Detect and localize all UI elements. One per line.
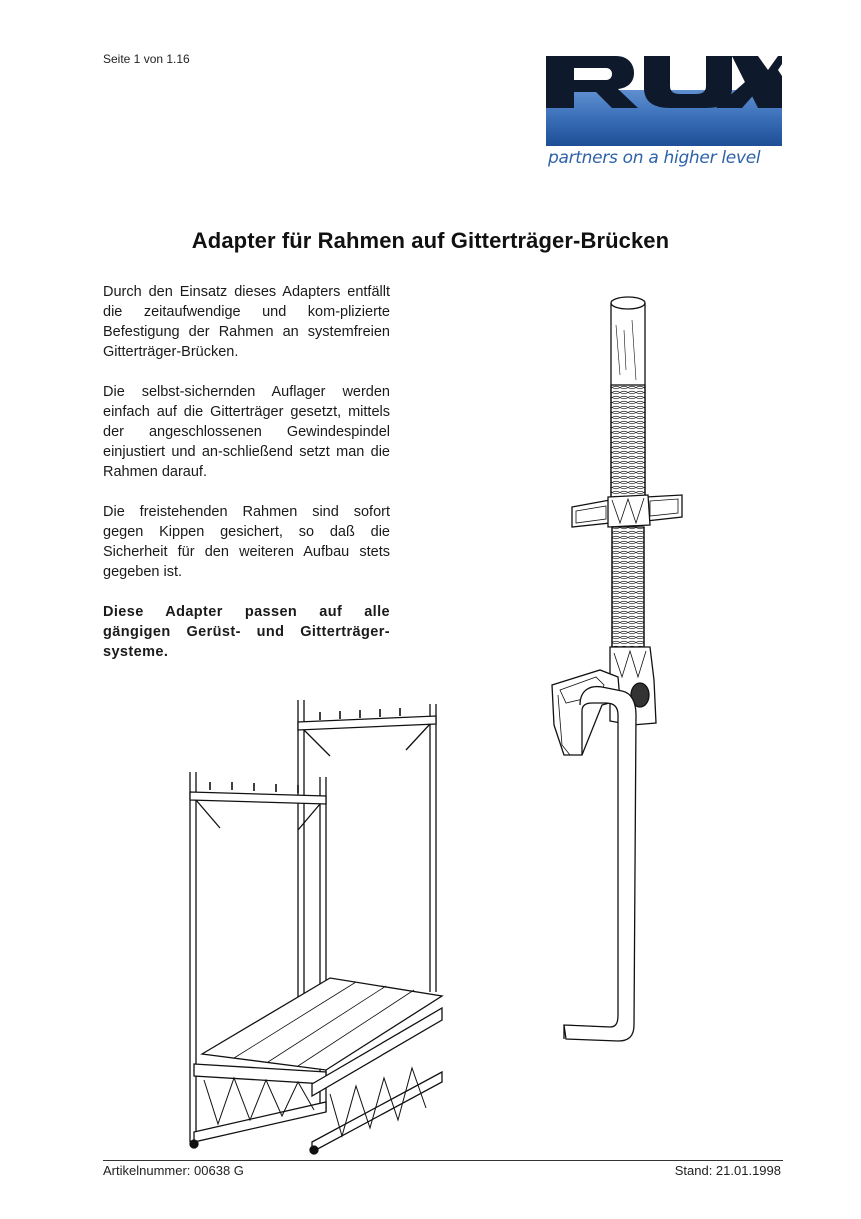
paragraph-intro: Durch den Einsatz dieses Adapters entfällt die zeitaufwendige und kom-plizierte Befestigung der Rahmen an systemfreien Gitterträger-Brücken. — [103, 284, 390, 360]
paragraph-installation: Die selbst-sichernden Auflager werden einfach auf die Gitterträger gesetzt, mittels der angeschlossenen Gewindespindel einjustiert und an-schließend setzt man die Rahmen darauf. — [103, 384, 390, 480]
footer-divider — [103, 1160, 783, 1161]
rux-logo — [546, 56, 782, 176]
paragraph-safety: Die freistehenden Rahmen sind sofort gegen Kippen gesichert, so daß die Sicherheit für den weiteren Aufbau stets gegeben ist. — [103, 504, 390, 580]
document-title: Adapter für Rahmen auf Gitterträger-Brücken — [191, 228, 670, 253]
article-number: Artikelnummer: 00638 G — [103, 1163, 244, 1178]
body-text — [103, 282, 390, 682]
logo-tagline: partners on a higher level — [548, 148, 761, 168]
scaffold-frame-drawing — [180, 692, 455, 1157]
paragraph-compatibility: Diese Adapter passen auf alle gängigen Gerüst- und Gitterträger-systeme. — [103, 604, 390, 660]
adapter-spindle-drawing — [540, 285, 690, 1055]
page-number: Seite 1 von 1.16 — [103, 52, 190, 66]
logo-wordmark — [546, 56, 782, 146]
document-date: Stand: 21.01.1998 — [674, 1163, 781, 1178]
